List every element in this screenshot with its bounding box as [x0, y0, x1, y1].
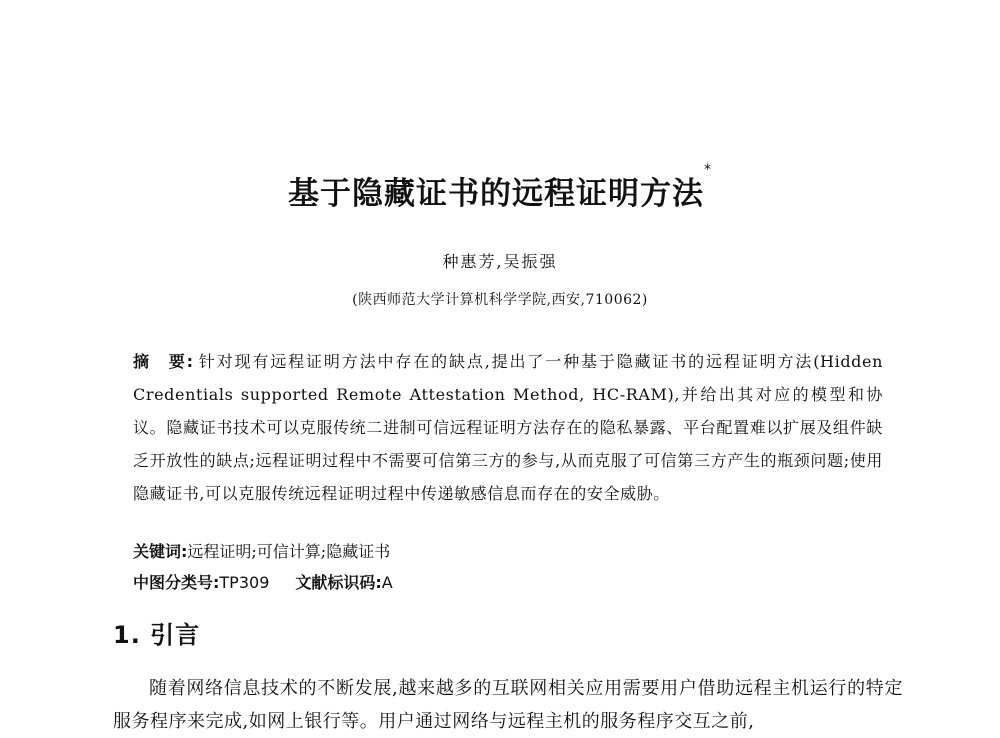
abstract-label: 摘 要: [133, 352, 194, 371]
keywords-label: 关键词: [133, 542, 188, 561]
affiliation: (陕西师范大学计算机科学学院,西安,710062) [352, 292, 648, 308]
title-footnote-mark: * [704, 162, 712, 178]
clc-label: 中图分类号: [133, 573, 220, 592]
paper-title-text: 基于隐藏证书的远程证明方法 [288, 176, 704, 212]
abstract-text: 针对现有远程证明方法中存在的缺点,提出了一种基于隐藏证书的远程证明方法(Hidden Credentials supported Remote Attestation Method, HC-RAM),并给出其对应的模型和协议。隐藏证书技术可以克服传统二进制可信远程证明方法存在的隐私暴露、平台配置难以扩展及组件缺乏开放性的缺点;远程证明过程中不需要可信第三方的参与,从而克服了可信第三方产生的瓶颈问题;使用隐藏证书,可以克服传统远程证明过程中传递敏感信息而存在的安全威胁。 [133, 352, 883, 503]
keywords-text: 远程证明;可信计算;隐藏证书 [187, 542, 391, 561]
doc-code-label: 文献标识码: [295, 573, 382, 592]
section-heading: 1. 引言 [113, 621, 201, 649]
doc-code-value: A [381, 573, 393, 592]
clc-value: TP309 [219, 573, 270, 592]
keywords [133, 539, 883, 562]
paper-title [0, 162, 1000, 213]
author-list: 种惠芳,吴振强 [442, 252, 558, 271]
classification-line [133, 570, 883, 593]
body-paragraph: 随着网络信息技术的不断发展,越来越多的互联网相关应用需要用户借助远程主机运行的特定服务程序来完成,如网上银行等。用户通过网络与远程主机的服务程序交互之前, [113, 678, 903, 732]
abstract [133, 345, 883, 510]
